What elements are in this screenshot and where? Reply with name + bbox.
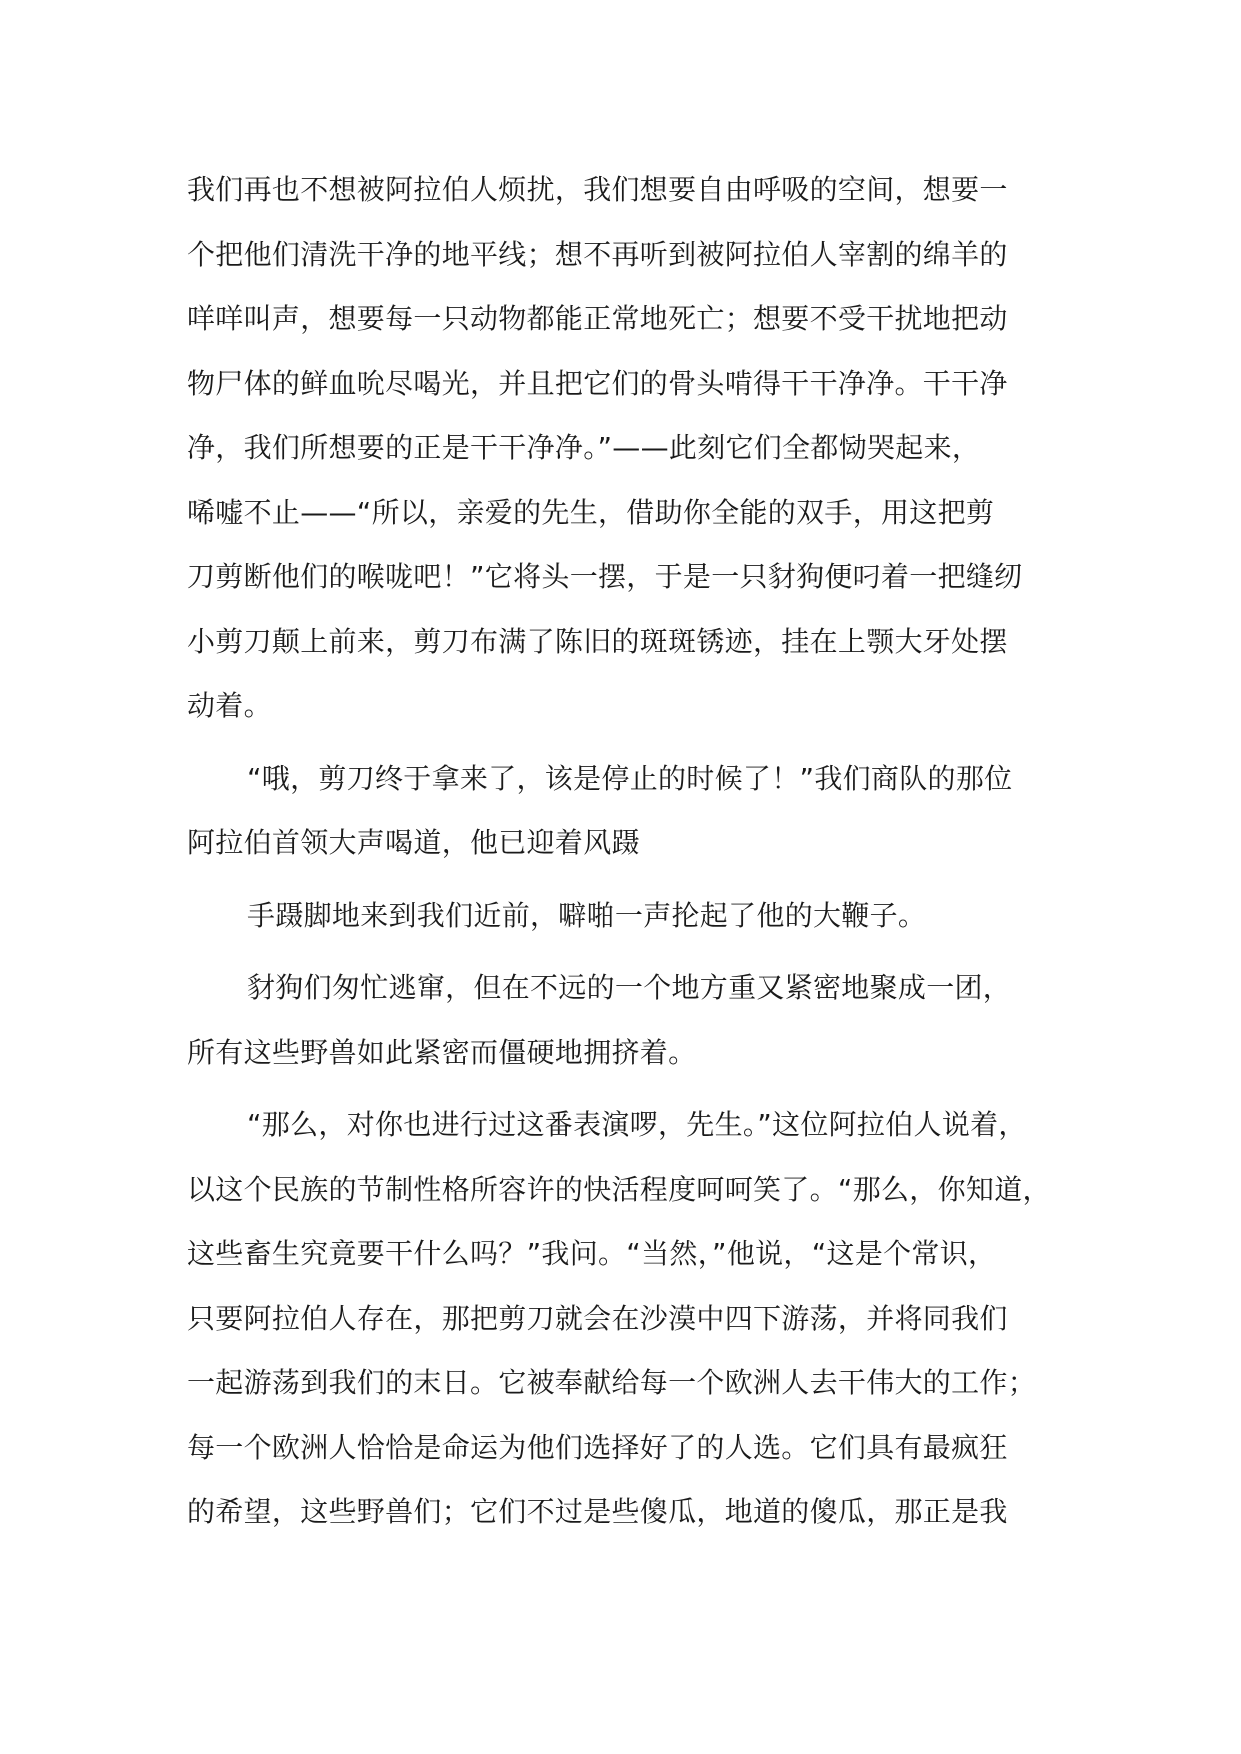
text-line: 阿拉伯首领大声喝道，他已迎着风蹑 [187, 826, 640, 859]
text-line: 每一个欧洲人恰恰是命运为他们选择好了的人选。它们具有最疯狂 [187, 1430, 1008, 1464]
text-line: 小剪刀颠上前来，剪刀布满了陈旧的斑斑锈迹，挂在上颚大牙处摆 [187, 624, 1008, 658]
paragraph-5 [187, 1093, 1087, 1545]
paragraph-2 [187, 747, 1087, 876]
text-line: 手蹑脚地来到我们近前，噼啪一声抡起了他的大鞭子。 [247, 898, 927, 932]
text-line: 咩咩叫声，想要每一只动物都能正常地死亡；想要不受干扰地把动 [187, 302, 1008, 335]
text-line: 物尸体的鲜血吮尽喝光，并且把它们的骨头啃得干干净净。干干净 [187, 366, 1008, 400]
text-line: 豺狗们匆忙逃窜，但在不远的一个地方重又紧密地聚成一团， [247, 971, 1012, 1004]
paragraph-gap [187, 739, 1087, 747]
text-line: 这些畜生究竟要干什么吗？”我问。“当然，”他说，“这是个常识， [187, 1237, 997, 1270]
text-line: “那么，对你也进行过这番表演啰，先生。”这位阿拉伯人说着， [247, 1108, 1027, 1141]
paragraph-3 [187, 884, 1087, 949]
text-line: 的希望，这些野兽们；它们不过是些傻瓜，地道的傻瓜，那正是我 [187, 1495, 1008, 1528]
paragraph-gap [187, 876, 1087, 884]
text-line: 只要阿拉伯人存在，那把剪刀就会在沙漠中四下游荡，并将同我们 [187, 1301, 1008, 1335]
text-line: 所有这些野兽如此紧密而僵硬地拥挤着。 [187, 1035, 697, 1069]
text-line: 一起游荡到我们的末日。它被奉献给每一个欧洲人去干伟大的工作； [187, 1366, 1037, 1399]
paragraph-gap [187, 1085, 1087, 1093]
text-line: “哦，剪刀终于拿来了，该是停止的时候了！”我们商队的那位 [247, 761, 1013, 795]
text-line: 净，我们所想要的正是干干净净。”——此刻它们全都恸哭起来， [187, 431, 981, 464]
body-text [187, 158, 1087, 1545]
text-line: 个把他们清洗干净的地平线；想不再听到被阿拉伯人宰割的绵羊的 [187, 237, 1008, 271]
text-line: 刀剪断他们的喉咙吧！”它将头一摆，于是一只豺狗便叼着一把缝纫 [187, 560, 1023, 593]
text-line: 以这个民族的节制性格所容许的快活程度呵呵笑了。“那么，你知道， [187, 1172, 1051, 1206]
paragraph-4 [187, 956, 1087, 1085]
text-line: 我们再也不想被阿拉伯人烦扰，我们想要自由呼吸的空间，想要一 [187, 173, 1008, 206]
paragraph-gap [187, 948, 1087, 956]
text-line: 动着。 [187, 689, 272, 722]
paragraph-1 [187, 158, 1087, 739]
text-line: 唏嘘不止——“所以，亲爱的先生，借助你全能的双手，用这把剪 [187, 495, 995, 529]
